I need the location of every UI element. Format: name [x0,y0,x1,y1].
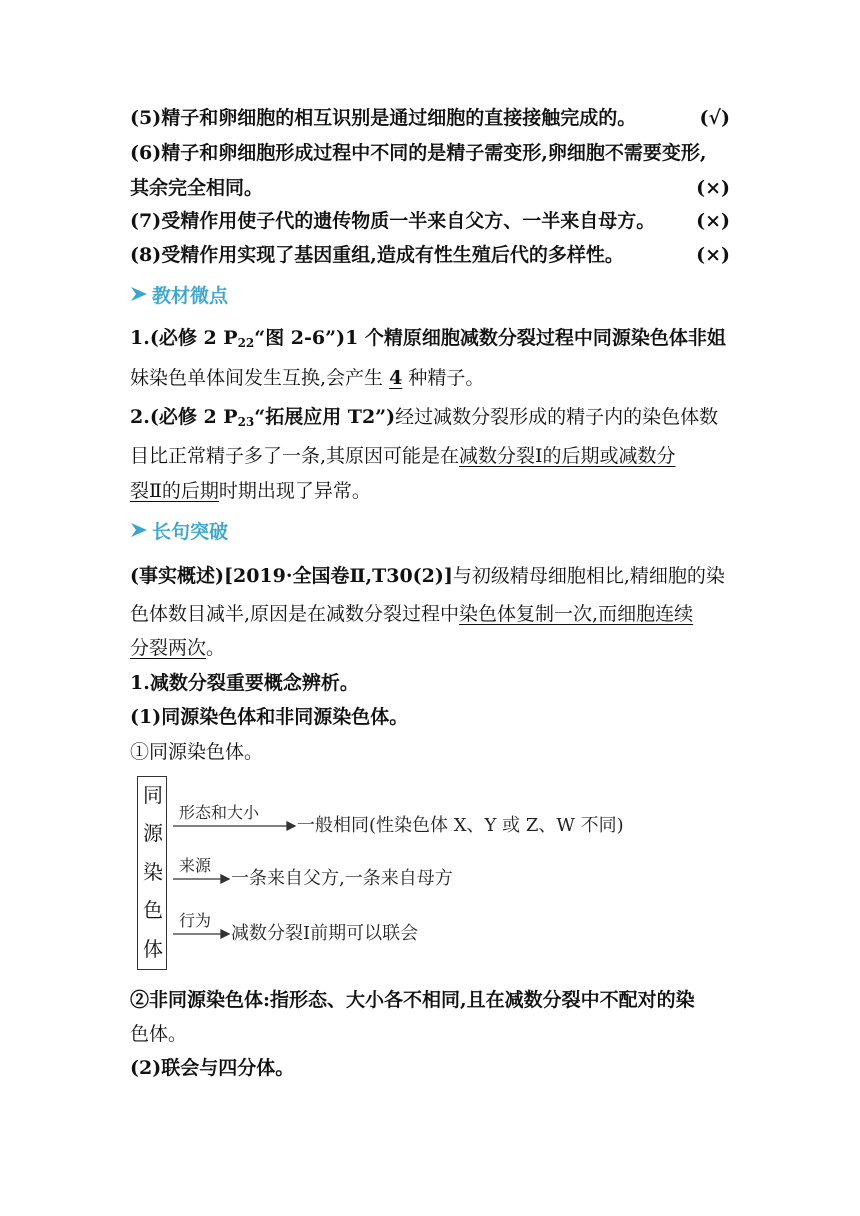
section-heading-textbook [130,281,228,307]
long-text-b: 色体数目减半,原因是在减数分裂过程中 [130,603,460,625]
box-char: 色 [143,898,163,922]
point-1-line-1 [130,325,730,356]
judgment-7-text: (7)受精作用使子代的遗传物质一半来自父方、一半来自母方。 [130,210,656,232]
concept-heading: 1.减数分裂重要概念辨析。 [130,672,359,694]
box-char: 染 [143,860,163,884]
arrow-icon [130,285,148,303]
long-text-a: 与初级精母细胞相比,精细胞的染 [452,565,725,587]
arrow-head [221,875,229,883]
point-1-text-c: 种精子。 [402,367,485,389]
row-text-origin: 一条来自父方,一条来自母方 [231,868,453,889]
judgment-5-text: (5)精子和卵细胞的相互识别是通过细胞的直接接触完成的。 [130,107,637,129]
section-title: 长句突破 [152,520,229,543]
long-ref: (事实概述)[2019·全国卷Ⅱ,T30(2)] [130,565,453,587]
edge-label-behavior: 行为 [179,911,212,930]
arrow-head [287,822,295,830]
edge-label-origin: 来源 [179,856,212,875]
long-line-2 [130,601,730,627]
long-line-1 [130,563,730,589]
judgment-6-mark: (×) [696,177,730,199]
point-2-text-b: 目比正常精子多了一条,其原因可能是在 [130,445,460,467]
judgment-6-cont [130,175,730,201]
point-2-line-2 [130,443,730,469]
concept-sub-1: (1)同源染色体和非同源染色体。 [130,706,409,728]
row-text-shape: 一般相同(性染色体 X、Y 或 Z、W 不同) [297,815,624,836]
long-answer-a: 染色体复制一次,而细胞连续 [459,603,694,625]
point-2-text: 经过减数分裂形成的精子内的染色体数 [395,406,719,428]
judgment-8-mark: (×) [696,244,730,266]
point-2-line-3 [130,478,730,504]
judgment-8 [130,242,730,268]
judgment-6-cont-text: 其余完全相同。 [130,177,264,199]
concept-item-1: ①同源染色体。 [130,741,264,763]
point-1-text: 1 个精原细胞减数分裂过程中同源染色体非姐 [345,327,726,349]
row-text-behavior: 减数分裂Ⅰ前期可以联会 [231,923,419,944]
section-heading-long-sentence [130,517,228,543]
point-2-line-1 [130,404,730,435]
long-text-c: 。 [206,637,226,659]
edge-label-shape: 形态和大小 [179,803,260,822]
judgment-6 [130,140,730,166]
judgment-8-text: (8)受精作用实现了基因重组,造成有性生殖后代的多样性。 [130,244,624,266]
concept-item-2-line-1 [130,987,730,1013]
point-1-ref: 1.(必修 2 $P_{22}“$图 2-6”) [130,327,346,350]
point-2-answer-a: 减数分裂Ⅰ的后期或减数分 [459,445,676,467]
box-char: 体 [143,937,163,961]
point-2-ref: 2.(必修 2 $P_{23}“$拓展应用 T2”) [130,406,396,429]
concept-sub-2: (2)联会与四分体。 [130,1057,295,1079]
box-char: 源 [143,821,163,845]
arrow-icon [130,521,148,539]
arrow-head [221,930,229,938]
point-1-answer: 4 [389,367,403,389]
concept-item-2-line-2: 色体。 [130,1023,188,1045]
homologous-chromosome-diagram [137,776,697,972]
long-line-3 [130,635,730,661]
judgment-5-mark: (√) [699,107,730,129]
judgment-7 [130,208,730,234]
concept-item-2-text: ②非同源染色体:指形态、大小各不相同,且在减数分裂中不配对的染 [130,989,695,1011]
judgment-7-mark: (×) [696,210,730,232]
judgment-5 [130,105,730,131]
point-1-text-b: 妹染色单体间发生互换,会产生 [130,367,390,389]
long-answer-b: 分裂两次 [130,637,207,659]
judgment-6-text: (6)精子和卵细胞形成过程中不同的是精子需变形,卵细胞不需要变形, [130,142,707,164]
box-char: 同 [143,783,163,807]
section-title: 教材微点 [152,284,229,307]
point-1-line-2 [130,365,730,391]
point-2-answer-b: 裂Ⅱ的后期 [130,480,219,502]
point-2-text-c: 时期出现了异常。 [218,480,371,502]
